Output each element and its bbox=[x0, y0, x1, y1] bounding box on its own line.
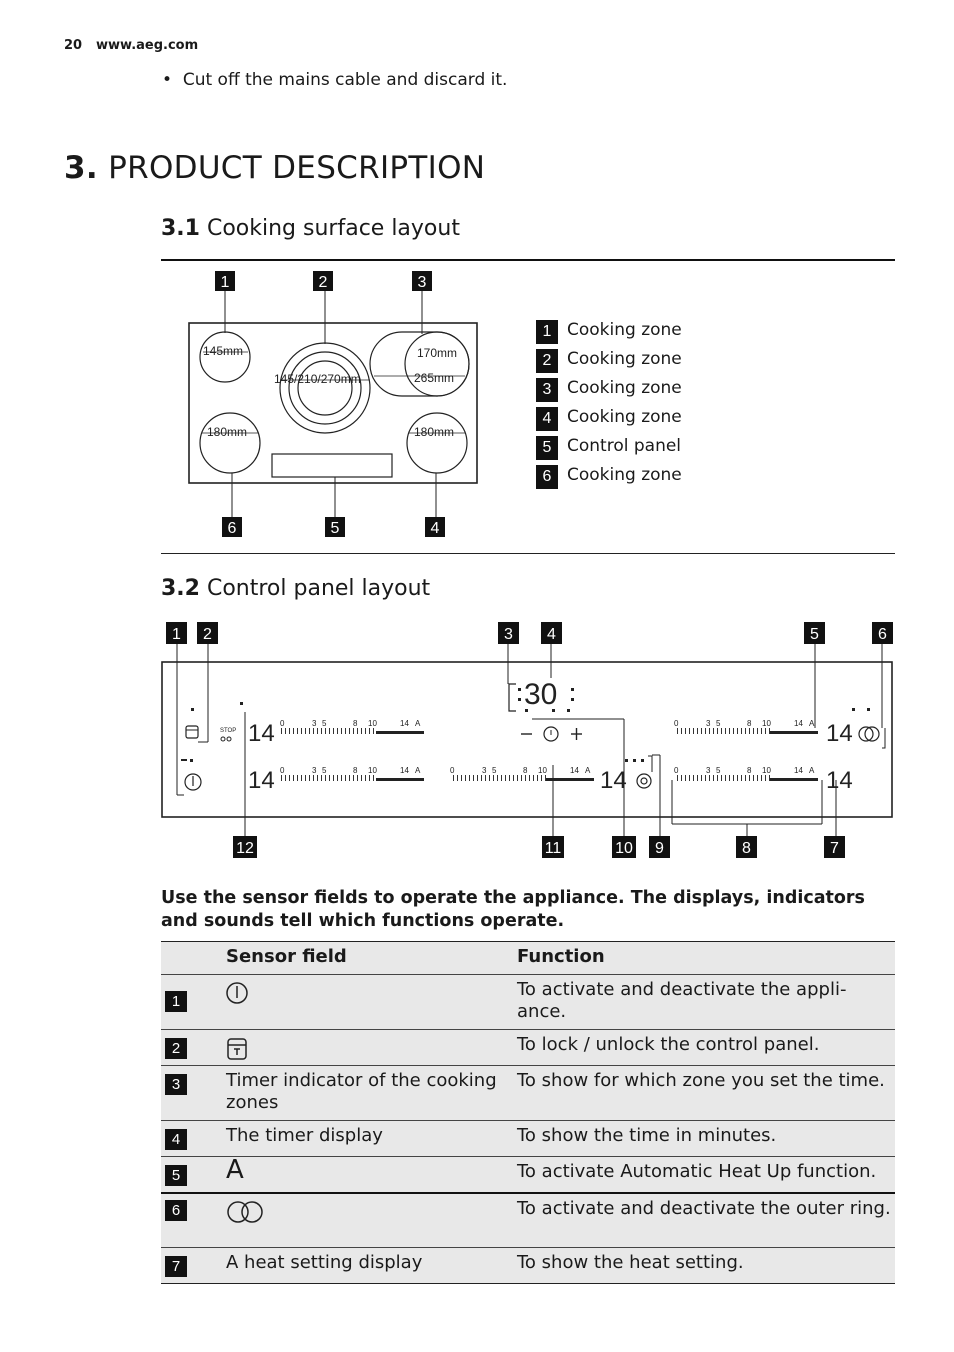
row-badge: 3 bbox=[165, 1074, 187, 1095]
scale-label: A bbox=[585, 766, 591, 775]
row-sensor: A heat setting display bbox=[226, 1252, 423, 1273]
scale-label: 3 bbox=[482, 766, 487, 775]
callout-number: 9 bbox=[655, 840, 664, 857]
row-sensor: The timer display bbox=[226, 1125, 383, 1146]
scale-label: A bbox=[415, 719, 421, 728]
row-sensor bbox=[226, 979, 511, 1011]
scale-label: 5 bbox=[322, 719, 327, 728]
row-function: To lock / unlock the control panel. bbox=[517, 1034, 820, 1055]
callout-2: 2 bbox=[318, 274, 328, 291]
bullet-item: • Cut off the mains cable and discard it. bbox=[162, 70, 508, 90]
scale-label: 0 bbox=[674, 719, 679, 728]
slider-bottom-right bbox=[674, 766, 818, 781]
dim-zone-3-short: 170mm bbox=[417, 346, 458, 360]
callout-5 bbox=[804, 622, 825, 644]
table-header bbox=[161, 941, 895, 975]
scale-label: 5 bbox=[716, 766, 721, 775]
callout-number: 5 bbox=[810, 626, 819, 643]
page-number: 20 bbox=[64, 38, 83, 53]
section-title: PRODUCT DESCRIPTION bbox=[108, 150, 486, 186]
callout-12 bbox=[233, 836, 257, 858]
legend-label: Cooking zone bbox=[567, 465, 682, 485]
callout-11 bbox=[542, 836, 564, 858]
table-row bbox=[161, 1247, 895, 1284]
scale-label: 3 bbox=[706, 719, 711, 728]
callout-6: 6 bbox=[227, 520, 237, 537]
legend-label: Cooking zone bbox=[567, 378, 682, 398]
callout-number: 4 bbox=[547, 626, 556, 643]
callout-3: 3 bbox=[417, 274, 427, 291]
callout-1: 1 bbox=[220, 274, 230, 291]
callout-number: 1 bbox=[172, 626, 181, 643]
heat-sliders bbox=[280, 719, 818, 781]
scale-label: 0 bbox=[280, 719, 285, 728]
control-panel-diagram bbox=[160, 620, 896, 862]
dim-zone-6: 180mm bbox=[207, 425, 248, 439]
scale-label: 14 bbox=[794, 719, 803, 728]
section-heading bbox=[64, 150, 485, 186]
table-row bbox=[161, 1065, 895, 1121]
callout-9 bbox=[649, 836, 670, 858]
callouts bbox=[166, 622, 893, 858]
callout-3 bbox=[498, 622, 519, 644]
subsection-title-2: Control panel layout bbox=[206, 576, 431, 601]
scale-label: 10 bbox=[762, 719, 771, 728]
scale-label: 3 bbox=[312, 719, 317, 728]
row-sensor bbox=[226, 1034, 511, 1068]
callout-5: 5 bbox=[330, 520, 340, 537]
table-row bbox=[161, 1029, 895, 1066]
row-badge: 2 bbox=[165, 1038, 187, 1059]
header-function: Function bbox=[517, 946, 605, 967]
dim-zone-4: 180mm bbox=[414, 425, 455, 439]
legend-badge: 2 bbox=[536, 349, 558, 373]
scale-label: 8 bbox=[353, 766, 358, 775]
scale-label: 8 bbox=[353, 719, 358, 728]
scale-label: 8 bbox=[747, 766, 752, 775]
callout-4: 4 bbox=[430, 520, 440, 537]
divider bbox=[161, 553, 895, 554]
heat-display-top-left: 14 bbox=[248, 720, 275, 747]
scale-label: 0 bbox=[450, 766, 455, 775]
row-badge: 7 bbox=[165, 1256, 187, 1277]
row-sensor bbox=[226, 1198, 511, 1230]
subsection-heading-1 bbox=[161, 216, 460, 241]
scale-label: 8 bbox=[747, 719, 752, 728]
subsection-number-1: 3.1 bbox=[161, 216, 200, 241]
legend-badge: 1 bbox=[536, 320, 558, 344]
row-badge: 4 bbox=[165, 1129, 187, 1150]
section-number: 3. bbox=[64, 150, 98, 186]
legend-badge: 3 bbox=[536, 378, 558, 402]
table-row bbox=[161, 1192, 895, 1249]
scale-label: 10 bbox=[538, 766, 547, 775]
row-badge: 1 bbox=[165, 991, 187, 1012]
legend-label: Cooking zone bbox=[567, 320, 682, 340]
stop-label: STOP bbox=[220, 728, 237, 734]
timer-display: 30 bbox=[524, 678, 558, 711]
legend-badge: 6 bbox=[536, 465, 558, 489]
scale-label: A bbox=[809, 766, 815, 775]
scale-label: A bbox=[415, 766, 421, 775]
header-sensor: Sensor field bbox=[226, 946, 347, 967]
heat-display-bottom-right: 14 bbox=[826, 767, 853, 794]
slider-bottom-middle bbox=[450, 766, 594, 781]
scale-label: 5 bbox=[716, 719, 721, 728]
intro-text: Use the sensor fields to operate the appliance. The displays, indicators and sounds tell which functions operate. bbox=[161, 888, 865, 931]
row-sensor: Timer indicator of the cooking zones bbox=[226, 1070, 497, 1113]
scale-label: 8 bbox=[523, 766, 528, 775]
callout-8 bbox=[736, 836, 757, 858]
callout-number: 2 bbox=[203, 626, 212, 643]
legend-label: Control panel bbox=[567, 436, 682, 456]
slider-top-right bbox=[674, 719, 818, 734]
scale-label: 0 bbox=[674, 766, 679, 775]
callout-1 bbox=[166, 622, 187, 644]
subsection-title-1: Cooking surface layout bbox=[206, 216, 460, 241]
scale-label: 14 bbox=[400, 766, 409, 775]
slider-bottom-left bbox=[280, 766, 424, 781]
callout-number: 11 bbox=[544, 840, 562, 857]
dim-zone-1: 145mm bbox=[203, 344, 244, 358]
callout-number: 12 bbox=[236, 840, 254, 857]
callout-number: 6 bbox=[878, 626, 887, 643]
legend-badge: 5 bbox=[536, 436, 558, 460]
scale-label: 14 bbox=[570, 766, 579, 775]
row-sensor: A bbox=[226, 1155, 244, 1185]
heat-display-top-right: 14 bbox=[826, 720, 853, 747]
row-badge: 6 bbox=[165, 1200, 187, 1221]
callout-2 bbox=[197, 622, 218, 644]
row-function: To activate and deactivate the appli-ance. bbox=[517, 979, 847, 1022]
scale-label: 10 bbox=[762, 766, 771, 775]
legend-label: Cooking zone bbox=[567, 349, 682, 369]
callout-10 bbox=[612, 836, 636, 858]
heat-display-bottom-middle: 14 bbox=[600, 767, 627, 794]
outer-ring-icon bbox=[226, 1200, 266, 1224]
bullet-text: Cut off the mains cable and discard it. bbox=[182, 70, 508, 90]
legend-badge: 4 bbox=[536, 407, 558, 431]
scale-label: 3 bbox=[706, 766, 711, 775]
divider bbox=[161, 259, 895, 261]
subsection-number-2: 3.2 bbox=[161, 576, 200, 601]
callout-number: 8 bbox=[742, 840, 751, 857]
callout-6 bbox=[872, 622, 893, 644]
power-icon bbox=[226, 981, 250, 1005]
row-function: To activate and deactivate the outer ring. bbox=[517, 1198, 891, 1219]
table-bottom-rule bbox=[161, 1283, 895, 1284]
callout-4 bbox=[541, 622, 562, 644]
website-url[interactable]: www.aeg.com bbox=[96, 38, 199, 53]
subsection-heading-2 bbox=[161, 576, 430, 601]
callout-number: 7 bbox=[830, 840, 839, 857]
cooking-surface-diagram bbox=[160, 262, 500, 544]
scale-label: 14 bbox=[794, 766, 803, 775]
scale-label: 10 bbox=[368, 766, 377, 775]
scale-label: 10 bbox=[368, 719, 377, 728]
callout-7 bbox=[824, 836, 845, 858]
table-row bbox=[161, 974, 895, 1030]
scale-label: A bbox=[809, 719, 815, 728]
callout-number: 3 bbox=[504, 626, 513, 643]
scale-label: 0 bbox=[280, 766, 285, 775]
table-row bbox=[161, 1120, 895, 1157]
table-row bbox=[161, 1156, 895, 1193]
row-function: To activate Automatic Heat Up function. bbox=[517, 1161, 877, 1182]
dim-zone-2: 145/210/270mm bbox=[274, 372, 361, 386]
row-badge: 5 bbox=[165, 1165, 187, 1186]
callout-number: 10 bbox=[615, 840, 633, 857]
heat-display-bottom-left: 14 bbox=[248, 767, 275, 794]
scale-label: 3 bbox=[312, 766, 317, 775]
scale-label: 14 bbox=[400, 719, 409, 728]
row-function: To show the heat setting. bbox=[517, 1252, 744, 1273]
scale-label: 5 bbox=[492, 766, 497, 775]
slider-top-left bbox=[280, 719, 424, 734]
row-function: To show for which zone you set the time. bbox=[517, 1070, 885, 1091]
lock-icon bbox=[226, 1036, 250, 1062]
legend-label: Cooking zone bbox=[567, 407, 682, 427]
dim-zone-3-long: 265mm bbox=[414, 371, 455, 385]
row-function: To show the time in minutes. bbox=[517, 1125, 777, 1146]
scale-label: 5 bbox=[322, 766, 327, 775]
